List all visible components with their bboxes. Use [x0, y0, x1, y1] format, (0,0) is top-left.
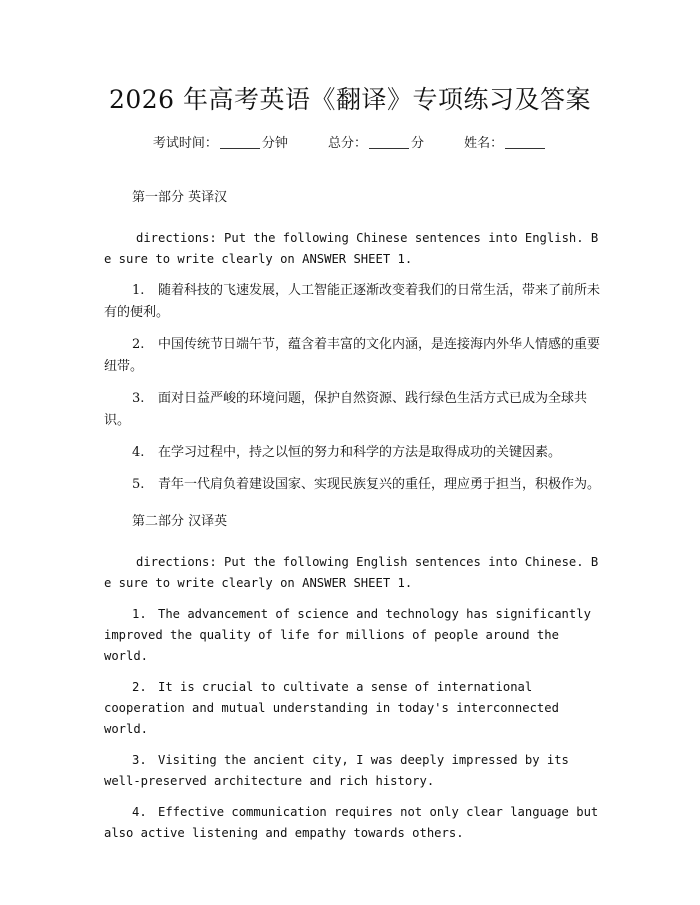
- page-title: 2026 年高考英语《翻译》专项练习及答案: [108, 85, 592, 114]
- part1-item: [104, 334, 601, 378]
- exam-content: [104, 188, 601, 854]
- item-number: 2.: [132, 680, 147, 694]
- item-text: Effective communication requires not only clear language but also active listening and empathy towards others.: [104, 805, 599, 840]
- part2-heading: 第二部分 汉译英: [132, 514, 228, 529]
- item-number: 1.: [132, 607, 147, 621]
- part2-item: [104, 802, 601, 844]
- part1-heading: 第一部分 英译汉: [132, 190, 228, 205]
- exam-meta: [0, 132, 700, 151]
- part1-item: [104, 280, 601, 324]
- name-label: 姓名：: [464, 136, 504, 151]
- part1-item: [104, 388, 601, 432]
- part2-item: [104, 604, 601, 667]
- item-number: 4.: [132, 805, 147, 819]
- part1-item: [104, 442, 601, 464]
- item-number: 5.: [132, 477, 145, 492]
- part2-item: [104, 750, 601, 792]
- item-number: 3.: [132, 753, 147, 767]
- item-text: 青年一代肩负着建设国家、实现民族复兴的重任，理应勇于担当，积极作为。: [158, 477, 601, 492]
- part1-item: [104, 474, 601, 496]
- item-text: The advancement of science and technology has significantly improved the quality of life for millions of people around the world.: [104, 607, 591, 663]
- part2-directions: directions: Put the following English sentences into Chinese. Be sure to write clearly on ANSWER SHEET 1.: [104, 555, 599, 590]
- item-text: 中国传统节日端午节，蕴含着丰富的文化内涵，是连接海内外华人情感的重要纽带。: [104, 337, 601, 374]
- time-unit: 分钟: [261, 136, 288, 151]
- item-number: 2.: [132, 337, 145, 352]
- item-number: 3.: [132, 391, 145, 406]
- item-text: It is crucial to cultivate a sense of international cooperation and mutual understanding in today's interconnected world.: [104, 680, 559, 736]
- time-label: 考试时间：: [152, 136, 218, 151]
- item-number: 1.: [132, 283, 145, 298]
- name-field: [464, 136, 547, 151]
- part1-directions: directions: Put the following Chinese sentences into English. Be sure to write clearly on ANSWER SHEET 1.: [104, 231, 599, 266]
- time-field: [153, 136, 288, 151]
- score-field: [328, 136, 424, 151]
- time-blank[interactable]: [220, 148, 260, 149]
- item-text: Visiting the ancient city, I was deeply impressed by its well-preserved architecture and rich history.: [104, 753, 569, 788]
- score-label: 总分：: [327, 136, 367, 151]
- item-number: 4.: [132, 445, 145, 460]
- name-blank[interactable]: [505, 148, 545, 149]
- score-blank[interactable]: [369, 148, 409, 149]
- part2-item: [104, 677, 601, 740]
- item-text: 在学习过程中，持之以恒的努力和科学的方法是取得成功的关键因素。: [158, 445, 562, 460]
- item-text: 面对日益严峻的环境问题，保护自然资源、践行绿色生活方式已成为全球共识。: [104, 391, 588, 428]
- item-text: 随着科技的飞速发展，人工智能正逐渐改变着我们的日常生活，带来了前所未有的便利。: [104, 283, 601, 320]
- score-unit: 分: [411, 136, 425, 151]
